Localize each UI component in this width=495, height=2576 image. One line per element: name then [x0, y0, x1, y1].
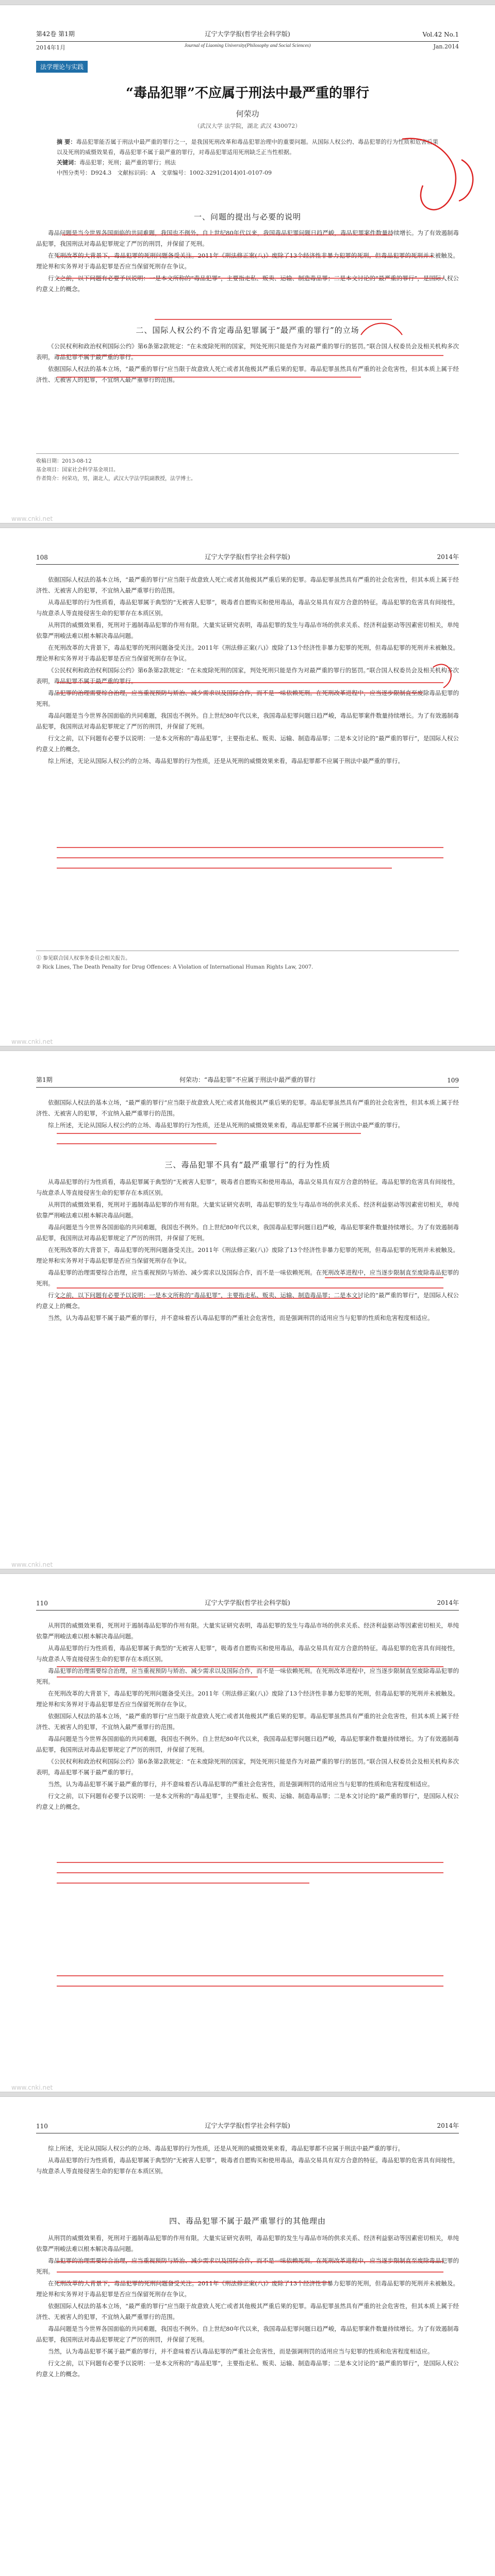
watermark: www.cnki.net: [11, 2084, 53, 2091]
body-text: 《公民权利和政治权利国际公约》第6条第2款规定：“在未废除死刑的国家，判处死刑只能是作为对最严重的罪行的惩罚。”联合国人权委员会及相关机构多次表明，毒品犯罪不属于最严重的罪行。 依据国际人权法的基本立场，“最严重的罪行”应当限于故意致人死亡或者其他极其严重后果的犯罪。毒品犯罪虽然具有严重的社会危害性，但其本质上属于经济性、无被害人的犯罪，不宜纳入最严重罪行的范围。: [36, 343, 459, 383]
running-head: 辽宁大学学报(哲学社会科学版): [205, 2122, 290, 2129]
header-journal-name: 辽宁大学学报(哲学社会科学版): [205, 30, 290, 38]
page-number: 110: [36, 2123, 48, 2130]
page-5: [0, 2097, 495, 2576]
running-head: 何荣功：“毒品犯罪”不应属于刑法中最严重的罪行: [179, 1076, 316, 1083]
body-text: 从毒品犯罪的行为性质看，毒品犯罪属于典型的“无被害人犯罪”，吸毒者自愿购买和使用毒品，毒品交易具有双方合意的特征。毒品犯罪的危害具有间接性，与故意杀人等直接侵害生命的犯罪存在本质区别。 从刑罚的威慑效果看，死刑对于遏制毒品犯罪的作用有限。大量实证研究表明，毒品犯罪的发生与毒品市场的供求关系、经济利益驱动等因素密切相关，单纯依靠严刑峻法难以根本解决毒品问题。 毒品问题是当今世界各国面临的共同难题，我国也不例外。自上世纪80年代以来，我国毒品犯罪问题日趋严峻，毒品犯罪案件数量持续增长。为了有效遏制毒品犯罪，我国刑法对毒品犯罪规定了严厉的刑罚，并保留了死刑。 在死刑改革的大背景下，毒品犯罪的死刑问题备受关注。2011年《刑法修正案(八)》废除了13个经济性非暴力犯罪的死刑，但毒品犯罪的死刑并未被触及。理论界和实务界对于毒品犯罪是否应当保留死刑存在争议。 毒品犯罪的治理需要综合治理，应当重视预防与矫治、减少需求以及国际合作，而不是一味依赖死刑。在死刑改革进程中，应当逐步限制直至废除毒品犯罪的死刑。 行文之前，以下问题有必要予以说明：一是本文所称的“毒品犯罪”，主要指走私、贩卖、运输、制造毒品罪；二是本文讨论的“最严重的罪行”，是国际人权公约意义上的概念。 当然，认为毒品犯罪不属于最严重的罪行，并不意味着否认毒品犯罪的严重社会危害性，而是强调刑罚的适用应当与犯罪的性质和危害程度相适应。: [36, 1178, 459, 1321]
header-date-en: Jan.2014: [433, 43, 459, 50]
article-title: “毒品犯罪”不应属于刑法中最严重的罪行: [126, 86, 369, 101]
header-date: 2014年1月: [36, 44, 65, 51]
page-header: [36, 544, 459, 565]
article-affiliation: （武汉大学 法学院，湖北 武汉 430072）: [194, 123, 301, 129]
page-header: [36, 1066, 459, 1088]
abstract-label: 摘 要：: [57, 139, 76, 145]
body-text: 从刑罚的威慑效果看，死刑对于遏制毒品犯罪的作用有限。大量实证研究表明，毒品犯罪的发生与毒品市场的供求关系、经济利益驱动等因素密切相关，单纯依靠严刑峻法难以根本解决毒品问题。 毒品犯罪的治理需要综合治理，应当重视预防与矫治、减少需求以及国际合作，而不是一味依赖死刑。在死刑改革进程中，应当逐步限制直至废除毒品犯罪的死刑。 在死刑改革的大背景下，毒品犯罪的死刑问题备受关注。2011年《刑法修正案(八)》废除了13个经济性非暴力犯罪的死刑，但毒品犯罪的死刑并未被触及。理论界和实务界对于毒品犯罪是否应当保留死刑存在争议。 依据国际人权法的基本立场，“最严重的罪行”应当限于故意致人死亡或者其他极其严重后果的犯罪。毒品犯罪虽然具有严重的社会危害性，但其本质上属于经济性、无被害人的犯罪，不宜纳入最严重罪行的范围。 毒品问题是当今世界各国面临的共同难题，我国也不例外。自上世纪80年代以来，我国毒品犯罪问题日趋严峻，毒品犯罪案件数量持续增长。为了有效遏制毒品犯罪，我国刑法对毒品犯罪规定了严厉的刑罚，并保留了死刑。 当然，认为毒品犯罪不属于最严重的罪行，并不意味着否认毒品犯罪的严重社会危害性，而是强调刑罚的适用应当与犯罪的性质和危害程度相适应。 行文之前，以下问题有必要予以说明：一是本文所称的“毒品犯罪”，主要指走私、贩卖、运输、制造毒品罪；二是本文讨论的“最严重的罪行”，是国际人权公约意义上的概念。: [36, 2234, 459, 2378]
running-head: 辽宁大学学报(哲学社会科学版): [205, 553, 290, 561]
running-head: 辽宁大学学报(哲学社会科学版): [205, 1599, 290, 1606]
header-issue: 第42卷 第1期: [36, 30, 75, 38]
page-number: 108: [36, 554, 48, 561]
abstract-block: [57, 137, 438, 178]
running-year: 2014年: [437, 553, 459, 561]
header-volume: Vol.42 No.1: [422, 31, 459, 38]
keywords-text: 毒品犯罪；死刑；最严重的罪行；刑法: [79, 159, 176, 166]
section-heading-2: 二、国际人权公约不肯定毒品犯罪属于“最严重的罪行”的立场: [136, 326, 359, 335]
watermark: www.cnki.net: [11, 1561, 53, 1568]
running-year: 2014年: [437, 1599, 459, 1606]
page-number: 109: [447, 1077, 459, 1084]
classification: 中图分类号：D924.3 文献标识码：A 文章编号：1002-3291(2014)01-0107-09: [57, 170, 272, 176]
abstract-text: 毒品犯罪能否属于刑法中最严重的罪行之一，是我国死刑改革和毒品犯罪治理中的重要问题。从国际人权公约、毒品犯罪的行为性质和危害后果以及死刑的威慑效果看，毒品犯罪不属于最严重的罪行，对毒品犯罪适用死刑缺乏正当性根据。: [57, 139, 438, 156]
footnotes: 收稿日期：2013-08-12 基金项目：国家社会科学基金项目。 作者简介：何荣功，男，湖北人，武汉大学法学院副教授，法学博士。: [36, 453, 459, 483]
section-tag: 法学理论与实践: [36, 61, 88, 73]
body-text: 综上所述，无论从国际人权公约的立场、毒品犯罪的行为性质，还是从死刑的威慑效果来看，毒品犯罪都不应属于刑法中最严重的罪行。 从毒品犯罪的行为性质看，毒品犯罪属于典型的“无被害人犯罪”，吸毒者自愿购买和使用毒品，毒品交易具有双方合意的特征。毒品犯罪的危害具有间接性，与故意杀人等直接侵害生命的犯罪存在本质区别。: [36, 2145, 459, 2175]
body-text: 从刑罚的威慑效果看，死刑对于遏制毒品犯罪的作用有限。大量实证研究表明，毒品犯罪的发生与毒品市场的供求关系、经济利益驱动等因素密切相关，单纯依靠严刑峻法难以根本解决毒品问题。 从毒品犯罪的行为性质看，毒品犯罪属于典型的“无被害人犯罪”，吸毒者自愿购买和使用毒品，毒品交易具有双方合意的特征。毒品犯罪的危害具有间接性，与故意杀人等直接侵害生命的犯罪存在本质区别。 毒品犯罪的治理需要综合治理，应当重视预防与矫治、减少需求以及国际合作，而不是一味依赖死刑。在死刑改革进程中，应当逐步限制直至废除毒品犯罪的死刑。 在死刑改革的大背景下，毒品犯罪的死刑问题备受关注。2011年《刑法修正案(八)》废除了13个经济性非暴力犯罪的死刑，但毒品犯罪的死刑并未被触及。理论界和实务界对于毒品犯罪是否应当保留死刑存在争议。 依据国际人权法的基本立场，“最严重的罪行”应当限于故意致人死亡或者其他极其严重后果的犯罪。毒品犯罪虽然具有严重的社会危害性，但其本质上属于经济性、无被害人的犯罪，不宜纳入最严重罪行的范围。 毒品问题是当今世界各国面临的共同难题，我国也不例外。自上世纪80年代以来，我国毒品犯罪问题日趋严峻，毒品犯罪案件数量持续增长。为了有效遏制毒品犯罪，我国刑法对毒品犯罪规定了严厉的刑罚，并保留了死刑。 《公民权利和政治权利国际公约》第6条第2款规定：“在未废除死刑的国家，判处死刑只能是作为对最严重的罪行的惩罚。”联合国人权委员会及相关机构多次表明，毒品犯罪不属于最严重的罪行。 当然，认为毒品犯罪不属于最严重的罪行，并不意味着否认毒品犯罪的严重社会危害性，而是强调刑罚的适用应当与犯罪的性质和危害程度相适应。 行文之前，以下问题有必要予以说明：一是本文所称的“毒品犯罪”，主要指走私、贩卖、运输、制造毒品罪；二是本文讨论的“最严重的罪行”，是国际人权公约意义上的概念。: [36, 1622, 459, 1810]
section-heading-3: 三、毒品犯罪不具有“最严重罪行”的行为性质: [164, 1160, 331, 1170]
watermark: www.cnki.net: [11, 515, 53, 522]
body-text: 依据国际人权法的基本立场，“最严重的罪行”应当限于故意致人死亡或者其他极其严重后果的犯罪。毒品犯罪虽然具有严重的社会危害性，但其本质上属于经济性、无被害人的犯罪，不宜纳入最严重罪行的范围。 从毒品犯罪的行为性质看，毒品犯罪属于典型的“无被害人犯罪”，吸毒者自愿购买和使用毒品，毒品交易具有双方合意的特征。毒品犯罪的危害具有间接性，与故意杀人等直接侵害生命的犯罪存在本质区别。 从刑罚的威慑效果看，死刑对于遏制毒品犯罪的作用有限。大量实证研究表明，毒品犯罪的发生与毒品市场的供求关系、经济利益驱动等因素密切相关，单纯依靠严刑峻法难以根本解决毒品问题。 在死刑改革的大背景下，毒品犯罪的死刑问题备受关注。2011年《刑法修正案(八)》废除了13个经济性非暴力犯罪的死刑，但毒品犯罪的死刑并未被触及。理论界和实务界对于毒品犯罪是否应当保留死刑存在争议。 《公民权利和政治权利国际公约》第6条第2款规定：“在未废除死刑的国家，判处死刑只能是作为对最严重的罪行的惩罚。”联合国人权委员会及相关机构多次表明，毒品犯罪不属于最严重的罪行。 毒品犯罪的治理需要综合治理，应当重视预防与矫治、减少需求以及国际合作，而不是一味依赖死刑。在死刑改革进程中，应当逐步限制直至废除毒品犯罪的死刑。 毒品问题是当今世界各国面临的共同难题，我国也不例外。自上世纪80年代以来，我国毒品犯罪问题日趋严峻，毒品犯罪案件数量持续增长。为了有效遏制毒品犯罪，我国刑法对毒品犯罪规定了严厉的刑罚，并保留了死刑。 行文之前，以下问题有必要予以说明：一是本文所称的“毒品犯罪”，主要指走私、贩卖、运输、制造毒品罪；二是本文讨论的“最严重的罪行”，是国际人权公约意义上的概念。 综上所述，无论从国际人权公约的立场、毒品犯罪的行为性质，还是从死刑的威慑效果来看，毒品犯罪都不应属于刑法中最严重的罪行。: [36, 576, 459, 765]
header-journal-en: Journal of Liaoning University(Philosophy and Social Sciences): [184, 43, 311, 48]
keywords-label: 关键词：: [57, 159, 79, 166]
page-3: [0, 1051, 495, 1569]
watermark: www.cnki.net: [11, 1038, 53, 1045]
running-year: 2014年: [437, 2122, 459, 2129]
section-heading-1: 一、问题的提出与必要的说明: [193, 212, 301, 222]
page-4: [0, 1574, 495, 2092]
page-number: 110: [36, 1600, 48, 1607]
body-text: 依据国际人权法的基本立场，“最严重的罪行”应当限于故意致人死亡或者其他极其严重后果的犯罪。毒品犯罪虽然具有严重的社会危害性，但其本质上属于经济性、无被害人的犯罪，不宜纳入最严重罪行的范围。 综上所述，无论从国际人权公约的立场、毒品犯罪的行为性质，还是从死刑的威慑效果来看，毒品犯罪都不应属于刑法中最严重的罪行。: [36, 1099, 459, 1129]
footnotes: ① 参见联合国人权事务委员会相关报告。 ② Rick Lines, The Death Penalty for Drug Offences: A Violation of International Human Rights Law, 2007.: [36, 951, 459, 972]
section-heading-4: 四、毒品犯罪不属于最严重罪行的其他理由: [169, 2216, 326, 2226]
issue-label: 第1期: [36, 1076, 53, 1083]
article-author: 何荣功: [236, 109, 259, 118]
page-2: [0, 528, 495, 1046]
page-header: [36, 2112, 459, 2133]
page-1: [0, 5, 495, 523]
page-header: [36, 21, 459, 42]
page-header: [36, 1589, 459, 1611]
body-text: 毒品问题是当今世界各国面临的共同难题，我国也不例外。自上世纪80年代以来，我国毒品犯罪问题日趋严峻，毒品犯罪案件数量持续增长。为了有效遏制毒品犯罪，我国刑法对毒品犯罪规定了严厉的刑罚，并保留了死刑。 在死刑改革的大背景下，毒品犯罪的死刑问题备受关注。2011年《刑法修正案(八)》废除了13个经济性非暴力犯罪的死刑，但毒品犯罪的死刑并未被触及。理论界和实务界对于毒品犯罪是否应当保留死刑存在争议。 行文之前，以下问题有必要予以说明：一是本文所称的“毒品犯罪”，主要指走私、贩卖、运输、制造毒品罪；二是本文讨论的“最严重的罪行”，是国际人权公约意义上的概念。: [36, 229, 459, 293]
